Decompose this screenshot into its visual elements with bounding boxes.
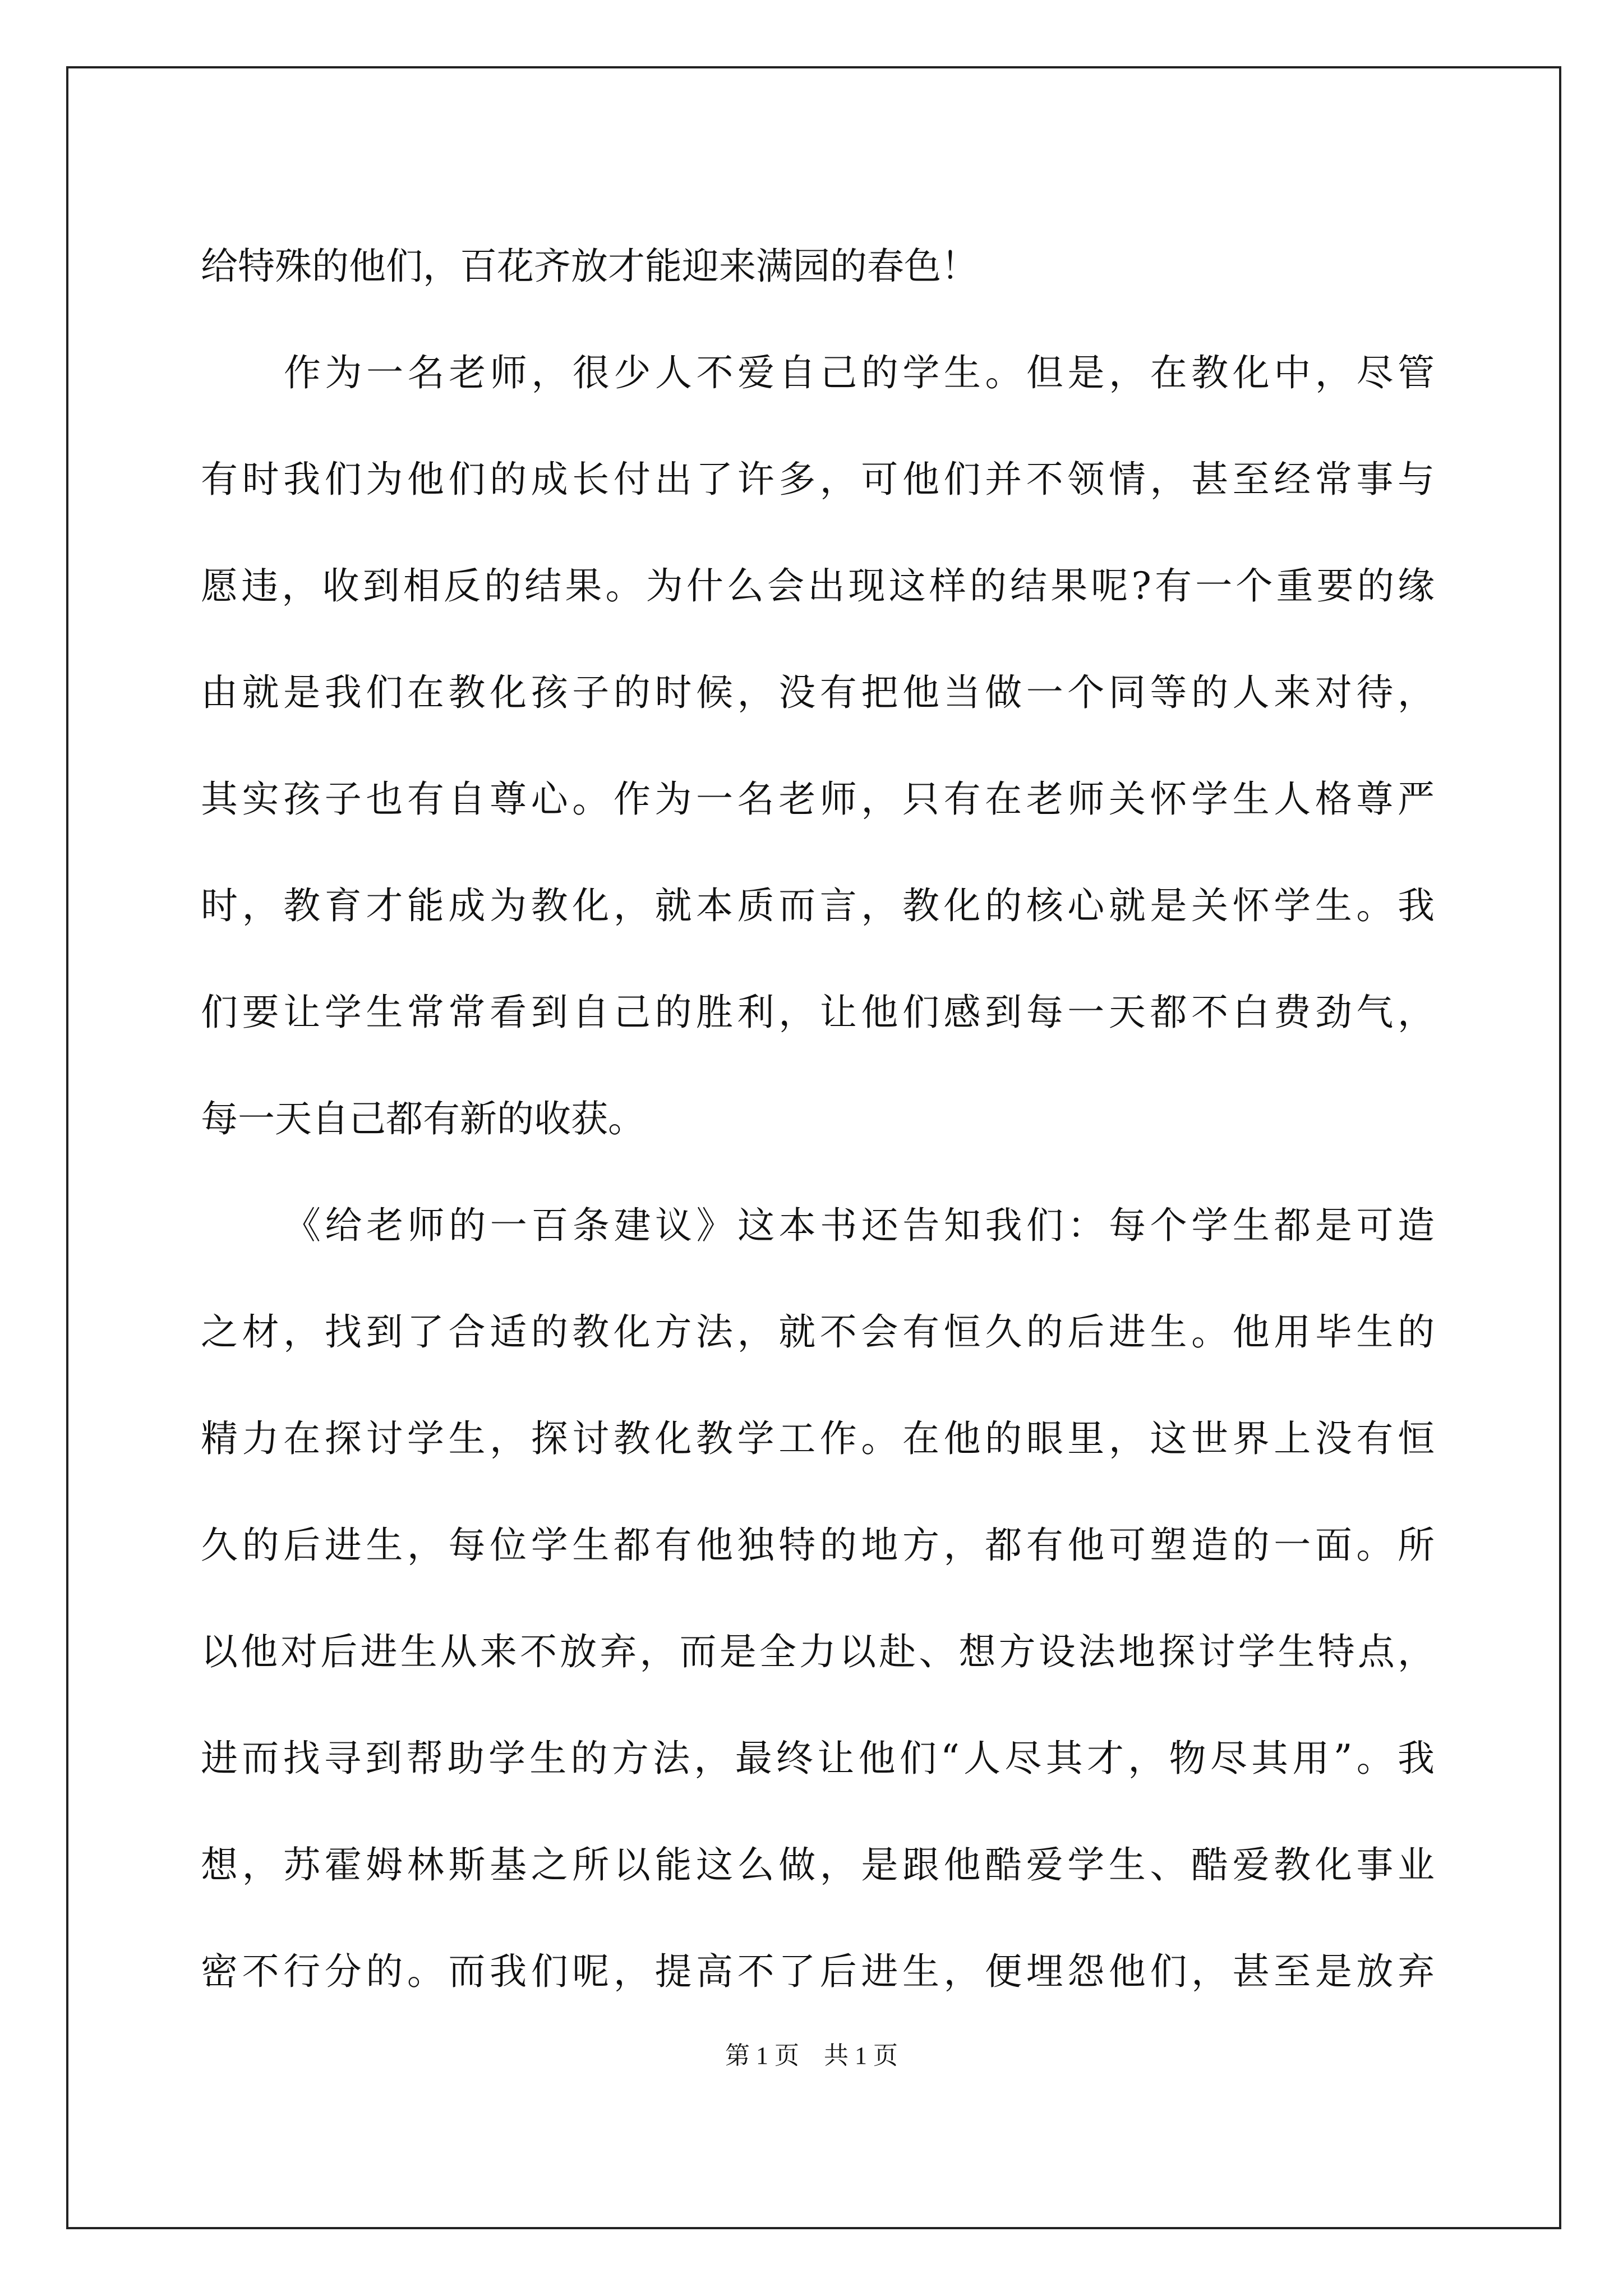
paragraph-line: 作为一名老师，很少人不爱自己的学生。但是，在教化中，尽管 [284,351,1435,394]
paragraph-line: 《给老师的一百条建议》这本书还告知我们：每个学生都是可造 [284,1204,1435,1247]
paragraph-line: 其实孩子也有自尊心。作为一名老师，只有在老师关怀学生人格尊严 [201,777,1435,821]
paragraph-line: 时，教育才能成为教化，就本质而言，教化的核心就是关怀学生。我 [201,884,1435,927]
paragraph-line: 愿违，收到相反的结果。为什么会出现这样的结果呢?有一个重要的缘 [201,564,1435,608]
paragraph-line: 密不行分的。而我们呢，提高不了后进生，便埋怨他们，甚至是放弃 [201,1950,1435,1993]
paragraph-line: 以他对后进生从来不放弃，而是全力以赴、想方设法地探讨学生特点， [201,1630,1435,1673]
document-body [201,213,1435,2025]
paragraph-line: 给特殊的他们，百花齐放才能迎来满园的春色！ [201,245,978,288]
paragraph-line: 有时我们为他们的成长付出了许多，可他们并不领情，甚至经常事与 [201,458,1435,501]
paragraph-line: 由就是我们在教化孩子的时候，没有把他当做一个同等的人来对待， [201,671,1435,714]
paragraph-line: 想，苏霍姆林斯基之所以能这么做，是跟他酷爱学生、酷爱教化事业 [201,1843,1435,1887]
paragraph-line: 之材，找到了合适的教化方法，就不会有恒久的后进生。他用毕生的 [201,1310,1435,1354]
paragraph-line: 进而找寻到帮助学生的方法，最终让他们“人尽其才，物尽其用”。我 [201,1737,1435,1780]
page-number-footer: 第 1 页 共 1 页 [725,2042,898,2069]
paragraph-line: 精力在探讨学生，探讨教化教学工作。在他的眼里，这世界上没有恒 [201,1417,1435,1460]
paragraph-line: 久的后进生，每位学生都有他独特的地方，都有他可塑造的一面。所 [201,1524,1435,1567]
paragraph-line: 们要让学生常常看到自己的胜利，让他们感到每一天都不白费劲气， [201,991,1435,1034]
paragraph-line: 每一天自己都有新的收获。 [201,1097,645,1140]
